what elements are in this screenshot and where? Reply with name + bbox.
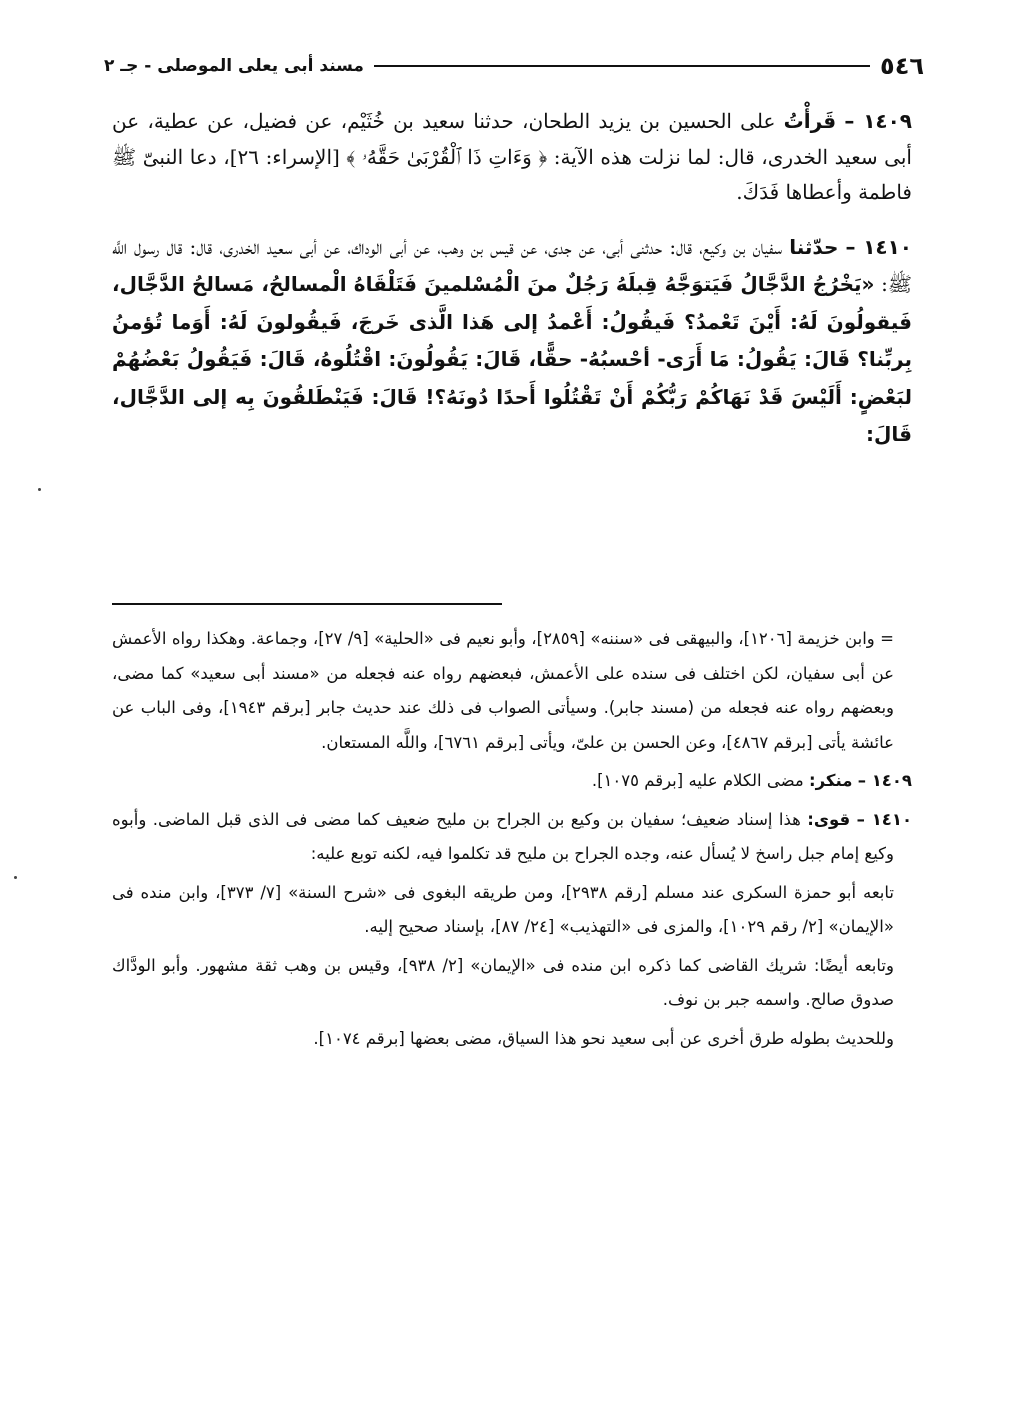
hadith-number: ١٤٠٩ – — [844, 109, 913, 133]
hadith-1409 — [112, 104, 912, 211]
main-text — [112, 104, 912, 472]
footnote-paragraph: تابعه أبو حمزة السكرى عند مسلم [رقم ٢٩٣٨]، ومن طريقه البغوى فى «شرح السنة» [٧/ ٣٧٣]، وابن منده فى «الإيمان» [٢/ رقم ١٠٢٩]، والمزى فى «التهذيب» [٢٤/ ٨٧]، بإسناد صحيح إليه. — [112, 882, 894, 936]
footnote-continuation: = وابن خزيمة [١٢٠٦]، والبيهقى فى «سننه» [٢٨٥٩]، وأبو نعيم فى «الحلية» [٩/ ٢٧]، وجماعة. وهكذا رواه الأعمش عن أبى سفيان، لكن اختلف فى سنده على الأعمش، فبعضهم رواه عنه فجعله من «مسند أبى سعيد» كما مضى، وبعضهم رواه عنه فجعله من (مسند جابر). وسيأتى الصواب فى ذلك عند حديث جابر [برقم ١٩٤٣]، وفى الباب عن عائشة يأتى [برقم ٤٨٦٧]، وعن الحسن بن علىّ، ويأتى [برقم ٦٧٦١]، واللَّه المستعان. — [112, 629, 895, 752]
hadith-lead-word: قَرأْتُ — [783, 109, 837, 133]
running-head — [104, 48, 924, 84]
header-rule — [374, 65, 870, 67]
scan-speck — [38, 488, 41, 491]
hadith-1410 — [112, 229, 912, 454]
footnote-number: ١٤٠٩ – — [857, 771, 912, 790]
footnote-1409 — [112, 764, 912, 799]
footnote-text: هذا إسناد ضعيف؛ سفيان بن وكيع بن الجراح بن مليح ضعيف كما مضى فى الذى قبل الماضى. وأبوه وكيع إمام جبل راسخ لا يُسأل عنه، وجده الجراح بن مليح قد تكلموا فيه، لكنه توبع عليه: — [112, 809, 894, 863]
hadith-isnad: سفيان بن وكيع، قال: حدثنى أبى، عن جدى، عن قيس بن وهب، عن أبى الوداك، عن أبى سعيد الخدرى، قال: قال رسول اللَّه ﷺ: — [112, 234, 912, 296]
footnote-paragraph: وتابعه أيضًا: شريك القاضى كما ذكره ابن منده فى «الإيمان» [٢/ ٩٣٨]، وقيس بن وهب ثقة مشهور. وأبو الودَّاك صدوق صالح. واسمه جبر بن نوف. — [112, 955, 894, 1009]
hadith-number: ١٤١٠ – — [845, 234, 913, 259]
scan-speck — [14, 876, 17, 879]
hadith-lead-word: حدّثنا — [789, 234, 839, 259]
footnote-text: مضى الكلام عليه [برقم ١٠٧٥]. — [591, 771, 804, 790]
footnote-1410 — [112, 803, 912, 872]
hadith-matn: «يَخْرُجُ الدَّجَّالُ فَيَتوَجَّهُ قِبلَهُ رَجُلٌ منَ الْمُسْلمينَ فَتَلْقَاهُ الْمسالحُ، مَسالحُ الدَّجَّال، فَيقولُونَ لَهُ: أَيْنَ تَعْمدُ؟ فَيقُولُ: أَعْمدُ إلى هَذا الَّذى خَرجَ، فَيقُولونَ لَهُ: أَوَما تُؤمنُ بِربِّنا؟ قَالَ: يَقُولُ: مَا أَرَى- أحْسبُهُ- حقًّا، قَالَ: يَقُولُونَ: اقْتُلُوهُ، قَالَ: فَيَقُولُ بَعْضُهُمْ لبَعْضٍ: أَلَيْسَ قَدْ نَهَاكُمْ رَبُّكُمْ أَنْ تَقْتُلُوا أَحدًا دُونَهُ؟! قَالَ: فَيَنْطَلقُونَ بِه إلى الدَّجَّال، قَالَ: — [112, 272, 912, 446]
book-title: مسند أبى يعلى الموصلى - جـ ٢ — [104, 56, 364, 76]
footnote-paragraph: وللحديث بطوله طرق أخرى عن أبى سعيد نحو هذا السياق، مضى بعضها [برقم ١٠٧٤]. — [313, 1028, 894, 1048]
footnotes — [112, 622, 912, 1060]
footnote-number: ١٤١٠ – — [856, 809, 913, 829]
footnote-grade: منكر: — [809, 771, 853, 790]
page-number: ٥٤٦ — [880, 52, 924, 80]
footnote-grade: قوى: — [807, 809, 851, 829]
hadith-text: على الحسين بن يزيد الطحان، حدثنا سعيد بن خُثَيْم، عن فضيل، عن عطية، عن أبى سعيد الخدرى، قال: لما نزلت هذه الآية: ﴿ وَءَاتِ ذَا ٱلْقُرْبَىٰ حَقَّهُۥ ﴾ [الإسراء: ٢٦]، دعا النبىّ ﷺ فاطمة وأعطاها فَدَكَ. — [112, 109, 912, 204]
footnote-separator — [112, 603, 502, 605]
